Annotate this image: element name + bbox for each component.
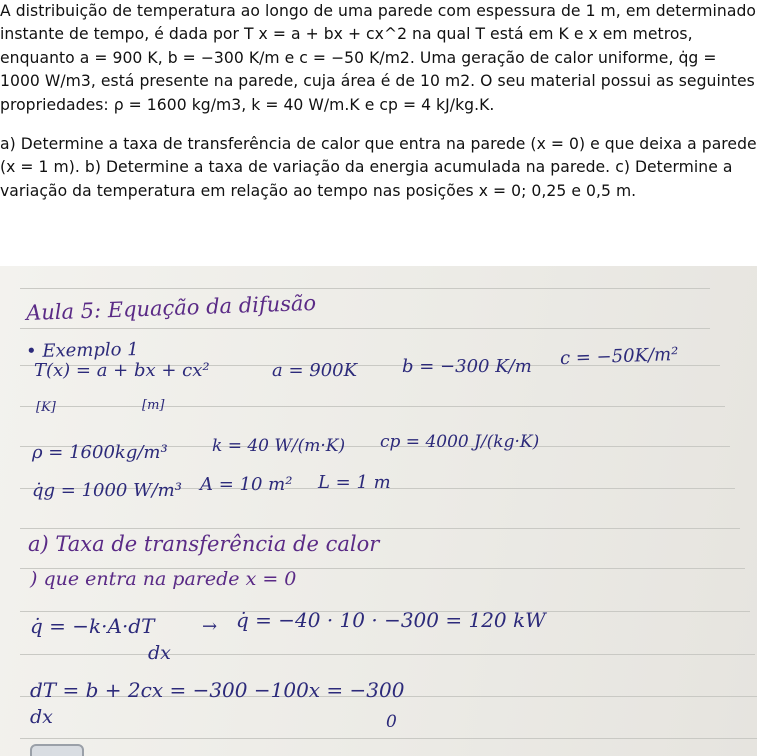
- fourier-dx: dx: [148, 642, 171, 664]
- heat-generation: q̇g = 1000 W/m³: [32, 480, 182, 501]
- binder-clip-corner: [30, 744, 84, 756]
- ruled-line: [20, 528, 740, 529]
- entering-wall-note: ) que entra na parede x = 0: [30, 568, 297, 590]
- unit-meter: [m]: [142, 398, 165, 413]
- ruled-line: [20, 328, 710, 329]
- problem-statement: [0, 0, 757, 203]
- ruled-line: [20, 406, 725, 407]
- b-value: b = −300 K/m: [402, 356, 532, 377]
- fourier-law: q̇ = −k·A·dT: [30, 614, 155, 638]
- temperature-derivative: dT = b + 2cx = −300 −100x = −300: [30, 678, 405, 702]
- notes-title: Aula 5: Equação da difusão: [25, 290, 317, 326]
- ruled-line: [20, 738, 757, 739]
- evaluated-zero: 0: [386, 712, 397, 732]
- arrow: →: [202, 616, 218, 637]
- heat-rate-result: q̇ = −40 · 10 · −300 = 120 kW: [236, 608, 546, 632]
- c-value: c = −50K/m²: [559, 343, 679, 370]
- ruled-line: [20, 654, 755, 655]
- example-label: • Exemplo 1: [25, 339, 139, 362]
- density: ρ = 1600kg/m³: [32, 442, 168, 463]
- specific-heat: cp = 4000 J/(kg·K): [380, 432, 540, 452]
- derivative-dx: dx: [30, 706, 53, 728]
- area: A = 10 m²: [200, 474, 293, 495]
- problem-paragraph-2: a) Determine a taxa de transferência de calor que entra na parede (x = 0) e que deixa a parede (x = 1 m). b) Determine a taxa de variação da energia acumulada na parede. c) Determine a variação da temperatura em relação ao tempo nas posições x = 0; 0,25 e 0,5 m.: [0, 135, 757, 200]
- conductivity: k = 40 W/(m·K): [212, 436, 346, 456]
- problem-paragraph-1: A distribuição de temperatura ao longo de uma parede com espessura de 1 m, em determinado instante de tempo, é dada por T x = a + bx + cx^2 na qual T está em K e x em metros, enquanto a = 900 K, b = −300 K/m e c = −50 K/m2. Uma geração de calor uniforme, q̇g = 1000 W/m3, está presente na parede, cuja área é de 10 m2. O seu material possui as seguintes propriedades: ρ = 1600 kg/m3, k = 40 W/m.K e cp = 4 kJ/kg.K.: [0, 2, 756, 114]
- wall-length: L = 1 m: [318, 472, 391, 493]
- notebook-photo: [0, 266, 757, 756]
- ruled-line: [20, 288, 710, 289]
- temperature-equation: T(x) = a + bx + cx²: [34, 360, 210, 381]
- unit-kelvin: [K]: [36, 400, 56, 415]
- a-value: a = 900K: [272, 360, 358, 381]
- part-a-heading: a) Taxa de transferência de calor: [28, 532, 380, 556]
